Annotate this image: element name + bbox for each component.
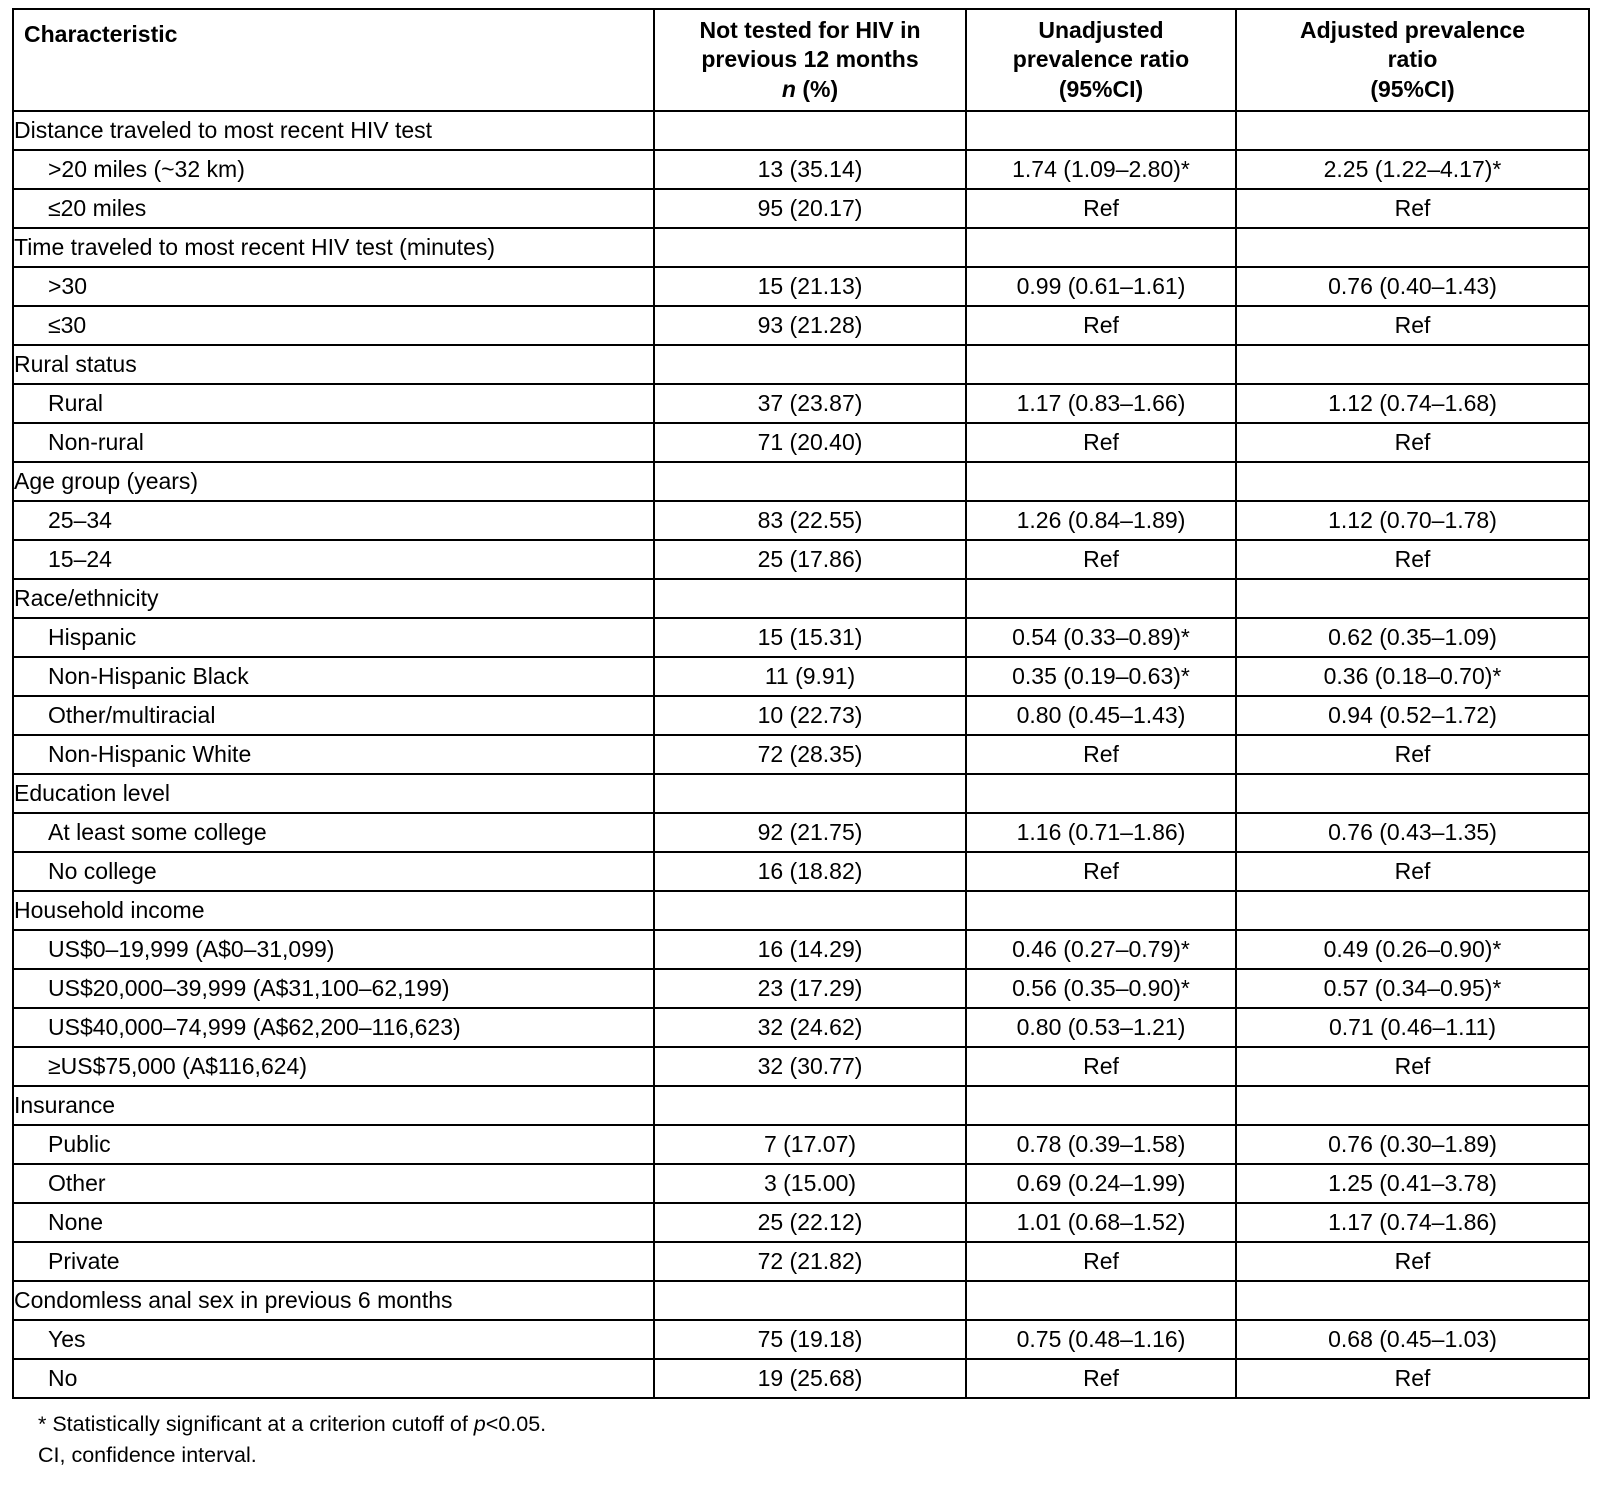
cell-unadjusted-pr: Ref [966, 189, 1236, 228]
cell-n-pct: 83 (22.55) [654, 501, 966, 540]
cell-n-pct: 92 (21.75) [654, 813, 966, 852]
column-header-n-pct-line3 [655, 75, 965, 104]
cell-unadjusted-pr: 0.69 (0.24–1.99) [966, 1164, 1236, 1203]
table-row [13, 267, 1589, 306]
cell-unadjusted-pr [966, 462, 1236, 501]
cell-n-pct: 19 (25.68) [654, 1359, 966, 1398]
cell-n-pct: 95 (20.17) [654, 189, 966, 228]
cell-adjusted-pr: 0.76 (0.40–1.43) [1236, 267, 1589, 306]
cell-adjusted-pr: Ref [1236, 852, 1589, 891]
cell-adjusted-pr: 0.71 (0.46–1.11) [1236, 1008, 1589, 1047]
cell-adjusted-pr [1236, 891, 1589, 930]
cell-adjusted-pr: 0.76 (0.30–1.89) [1236, 1125, 1589, 1164]
column-header-adjusted-pr [1236, 9, 1589, 111]
cell-n-pct: 37 (23.87) [654, 384, 966, 423]
cell-n-pct [654, 1086, 966, 1125]
header-row [13, 9, 1589, 111]
cell-adjusted-pr [1236, 462, 1589, 501]
cell-n-pct: 71 (20.40) [654, 423, 966, 462]
row-label: Public [13, 1125, 654, 1164]
column-header-characteristic-label: Characteristic [24, 21, 178, 47]
cell-n-pct: 32 (24.62) [654, 1008, 966, 1047]
table-body [13, 111, 1589, 1398]
cell-n-pct: 11 (9.91) [654, 657, 966, 696]
table-row [13, 657, 1589, 696]
group-label: Insurance [13, 1086, 654, 1125]
cell-n-pct [654, 228, 966, 267]
cell-unadjusted-pr: 0.78 (0.39–1.58) [966, 1125, 1236, 1164]
cell-unadjusted-pr: 0.80 (0.53–1.21) [966, 1008, 1236, 1047]
table-row [13, 1203, 1589, 1242]
column-header-unadjusted-pr-line1: Unadjusted [1038, 16, 1164, 43]
table-row [13, 813, 1589, 852]
cell-n-pct: 72 (21.82) [654, 1242, 966, 1281]
cell-unadjusted-pr: 1.26 (0.84–1.89) [966, 501, 1236, 540]
cell-unadjusted-pr: 0.35 (0.19–0.63)* [966, 657, 1236, 696]
cell-unadjusted-pr [966, 774, 1236, 813]
cell-adjusted-pr: 0.94 (0.52–1.72) [1236, 696, 1589, 735]
table-group-row [13, 228, 1589, 267]
footnote-abbreviation: CI, confidence interval. [38, 1442, 257, 1467]
table-group-row [13, 1281, 1589, 1320]
cell-unadjusted-pr: 0.56 (0.35–0.90)* [966, 969, 1236, 1008]
cell-unadjusted-pr: 1.01 (0.68–1.52) [966, 1203, 1236, 1242]
column-header-n-pct-line1: Not tested for HIV in [699, 16, 921, 43]
table-row [13, 1359, 1589, 1398]
cell-unadjusted-pr: 0.54 (0.33–0.89)* [966, 618, 1236, 657]
cell-adjusted-pr: 2.25 (1.22–4.17)* [1236, 150, 1589, 189]
cell-unadjusted-pr: 0.46 (0.27–0.79)* [966, 930, 1236, 969]
column-header-adjusted-pr-line1: Adjusted prevalence [1300, 16, 1525, 43]
cell-adjusted-pr: Ref [1236, 735, 1589, 774]
cell-adjusted-pr [1236, 774, 1589, 813]
group-label: Race/ethnicity [13, 579, 654, 618]
cell-unadjusted-pr: Ref [966, 1242, 1236, 1281]
cell-n-pct [654, 345, 966, 384]
table-row [13, 189, 1589, 228]
table-row [13, 501, 1589, 540]
row-label: At least some college [13, 813, 654, 852]
cell-adjusted-pr: 0.62 (0.35–1.09) [1236, 618, 1589, 657]
table-header [13, 9, 1589, 111]
cell-adjusted-pr: Ref [1236, 189, 1589, 228]
cell-n-pct: 23 (17.29) [654, 969, 966, 1008]
cell-unadjusted-pr: Ref [966, 423, 1236, 462]
footnote-significance [38, 1409, 1588, 1440]
cell-n-pct [654, 891, 966, 930]
table-group-row [13, 111, 1589, 150]
cell-n-pct: 93 (21.28) [654, 306, 966, 345]
cell-adjusted-pr: 0.36 (0.18–0.70)* [1236, 657, 1589, 696]
table-row [13, 930, 1589, 969]
cell-adjusted-pr: Ref [1236, 1359, 1589, 1398]
row-label: US$20,000–39,999 (A$31,100–62,199) [13, 969, 654, 1008]
cell-n-pct [654, 1281, 966, 1320]
cell-unadjusted-pr [966, 891, 1236, 930]
table-row [13, 1242, 1589, 1281]
table-row [13, 1164, 1589, 1203]
table-row [13, 618, 1589, 657]
cell-unadjusted-pr [966, 345, 1236, 384]
column-header-characteristic [13, 9, 654, 111]
column-header-unadjusted-pr-line2: prevalence ratio [1012, 46, 1190, 73]
table-group-row [13, 1086, 1589, 1125]
cell-adjusted-pr [1236, 228, 1589, 267]
row-label: No [13, 1359, 654, 1398]
cell-adjusted-pr [1236, 345, 1589, 384]
row-label: Non-rural [13, 423, 654, 462]
row-label: >30 [13, 267, 654, 306]
table-row [13, 735, 1589, 774]
row-label: Private [13, 1242, 654, 1281]
row-label: None [13, 1203, 654, 1242]
column-header-pct-symbol: (%) [795, 75, 839, 102]
cell-adjusted-pr: 1.12 (0.70–1.78) [1236, 501, 1589, 540]
cell-n-pct: 16 (14.29) [654, 930, 966, 969]
cell-n-pct: 13 (35.14) [654, 150, 966, 189]
footnote-significance-suffix: <0.05. [485, 1412, 547, 1436]
cell-adjusted-pr: 0.57 (0.34–0.95)* [1236, 969, 1589, 1008]
column-header-n-pct [654, 9, 966, 111]
group-label: Household income [13, 891, 654, 930]
column-header-unadjusted-pr [966, 9, 1236, 111]
cell-n-pct: 15 (21.13) [654, 267, 966, 306]
group-label: Age group (years) [13, 462, 654, 501]
cell-unadjusted-pr: Ref [966, 1359, 1236, 1398]
cell-n-pct: 10 (22.73) [654, 696, 966, 735]
cell-adjusted-pr: 1.12 (0.74–1.68) [1236, 384, 1589, 423]
cell-n-pct: 72 (28.35) [654, 735, 966, 774]
table-row [13, 1125, 1589, 1164]
cell-unadjusted-pr: 1.17 (0.83–1.66) [966, 384, 1236, 423]
row-label: Non-Hispanic White [13, 735, 654, 774]
column-header-n-pct-line2: previous 12 months [701, 46, 919, 73]
cell-adjusted-pr [1236, 579, 1589, 618]
group-label: Condomless anal sex in previous 6 months [13, 1281, 654, 1320]
table-row [13, 306, 1589, 345]
cell-adjusted-pr: Ref [1236, 1047, 1589, 1086]
table-row [13, 1008, 1589, 1047]
cell-unadjusted-pr: 0.99 (0.61–1.61) [966, 267, 1236, 306]
table-group-row [13, 579, 1589, 618]
cell-adjusted-pr: Ref [1236, 423, 1589, 462]
cell-n-pct: 75 (19.18) [654, 1320, 966, 1359]
footnote-p-symbol: p [473, 1412, 486, 1436]
row-label: Non-Hispanic Black [13, 657, 654, 696]
row-label: Hispanic [13, 618, 654, 657]
row-label: Other [13, 1164, 654, 1203]
row-label: No college [13, 852, 654, 891]
cell-unadjusted-pr: 0.80 (0.45–1.43) [966, 696, 1236, 735]
cell-adjusted-pr: 0.68 (0.45–1.03) [1236, 1320, 1589, 1359]
cell-unadjusted-pr: Ref [966, 540, 1236, 579]
column-header-adjusted-pr-line3: (95%CI) [1370, 75, 1455, 102]
table-group-row [13, 462, 1589, 501]
column-header-n-symbol: n [781, 75, 796, 102]
cell-adjusted-pr [1236, 1086, 1589, 1125]
group-label: Distance traveled to most recent HIV test [13, 111, 654, 150]
table-row [13, 540, 1589, 579]
table-row [13, 384, 1589, 423]
cell-adjusted-pr [1236, 1281, 1589, 1320]
row-label: Other/multiracial [13, 696, 654, 735]
cell-adjusted-pr: 1.17 (0.74–1.86) [1236, 1203, 1589, 1242]
table-row [13, 696, 1589, 735]
cell-n-pct: 16 (18.82) [654, 852, 966, 891]
table-row [13, 1047, 1589, 1086]
cell-unadjusted-pr [966, 111, 1236, 150]
cell-adjusted-pr: 0.76 (0.43–1.35) [1236, 813, 1589, 852]
column-header-unadjusted-pr-line3: (95%CI) [1058, 75, 1144, 102]
table-row [13, 1320, 1589, 1359]
cell-unadjusted-pr: 1.74 (1.09–2.80)* [966, 150, 1236, 189]
cell-n-pct: 15 (15.31) [654, 618, 966, 657]
table-group-row [13, 345, 1589, 384]
cell-unadjusted-pr: Ref [966, 306, 1236, 345]
cell-n-pct: 25 (17.86) [654, 540, 966, 579]
cell-n-pct: 25 (22.12) [654, 1203, 966, 1242]
cell-n-pct: 3 (15.00) [654, 1164, 966, 1203]
cell-n-pct [654, 111, 966, 150]
table-row [13, 423, 1589, 462]
table-footnotes [12, 1409, 1588, 1470]
cell-unadjusted-pr: 0.75 (0.48–1.16) [966, 1320, 1236, 1359]
cell-adjusted-pr: Ref [1236, 1242, 1589, 1281]
cell-unadjusted-pr: Ref [966, 852, 1236, 891]
cell-unadjusted-pr [966, 579, 1236, 618]
group-label: Education level [13, 774, 654, 813]
cell-n-pct: 32 (30.77) [654, 1047, 966, 1086]
results-table [12, 8, 1590, 1399]
row-label: ≥US$75,000 (A$116,624) [13, 1047, 654, 1086]
cell-unadjusted-pr [966, 1281, 1236, 1320]
cell-adjusted-pr: Ref [1236, 540, 1589, 579]
cell-n-pct [654, 579, 966, 618]
table-group-row [13, 891, 1589, 930]
cell-adjusted-pr [1236, 111, 1589, 150]
cell-adjusted-pr: 1.25 (0.41–3.78) [1236, 1164, 1589, 1203]
footnote-significance-prefix: * Statistically significant at a criterion cutoff of [38, 1412, 474, 1436]
group-label: Time traveled to most recent HIV test (minutes) [13, 228, 654, 267]
cell-unadjusted-pr: 1.16 (0.71–1.86) [966, 813, 1236, 852]
row-label: Rural [13, 384, 654, 423]
cell-adjusted-pr: 0.49 (0.26–0.90)* [1236, 930, 1589, 969]
cell-n-pct [654, 774, 966, 813]
cell-n-pct [654, 462, 966, 501]
cell-unadjusted-pr [966, 1086, 1236, 1125]
row-label: 15–24 [13, 540, 654, 579]
row-label: US$40,000–74,999 (A$62,200–116,623) [13, 1008, 654, 1047]
cell-unadjusted-pr: Ref [966, 1047, 1236, 1086]
cell-adjusted-pr: Ref [1236, 306, 1589, 345]
table-group-row [13, 774, 1589, 813]
table-row [13, 852, 1589, 891]
cell-unadjusted-pr [966, 228, 1236, 267]
table-row [13, 969, 1589, 1008]
row-label: Yes [13, 1320, 654, 1359]
cell-n-pct: 7 (17.07) [654, 1125, 966, 1164]
row-label: >20 miles (~32 km) [13, 150, 654, 189]
table-row [13, 150, 1589, 189]
cell-unadjusted-pr: Ref [966, 735, 1236, 774]
row-label: 25–34 [13, 501, 654, 540]
row-label: US$0–19,999 (A$0–31,099) [13, 930, 654, 969]
row-label: ≤20 miles [13, 189, 654, 228]
group-label: Rural status [13, 345, 654, 384]
row-label: ≤30 [13, 306, 654, 345]
column-header-adjusted-pr-line2: ratio [1387, 46, 1438, 73]
